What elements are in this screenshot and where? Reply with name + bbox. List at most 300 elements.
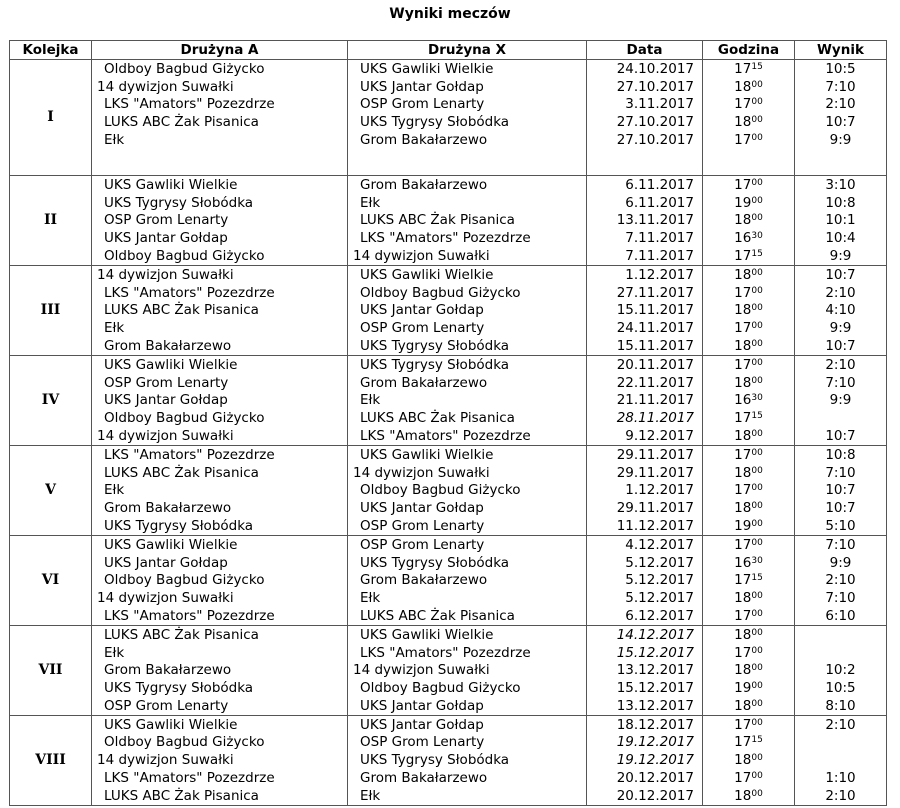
match-time <box>703 644 795 662</box>
match-row <box>10 734 887 752</box>
time-minutes: 00 <box>751 788 763 799</box>
time-minutes: 00 <box>751 483 763 494</box>
empty-cell <box>587 149 703 176</box>
match-time <box>703 589 795 607</box>
time-minutes: 00 <box>751 177 763 188</box>
team-a: UKS Gawliki Wielkie <box>92 175 348 193</box>
time-minutes: 30 <box>751 393 763 404</box>
time-hour: 17 <box>734 644 752 661</box>
match-row <box>10 697 887 715</box>
results-body <box>10 60 887 806</box>
team-a: Oldboy Bagbud Giżycko <box>92 60 348 78</box>
time-minutes: 00 <box>751 357 763 368</box>
match-time <box>703 769 795 787</box>
match-result: 7:10 <box>795 464 887 482</box>
match-row <box>10 445 887 463</box>
match-time <box>703 247 795 265</box>
match-date: 5.12.2017 <box>587 589 703 607</box>
match-time <box>703 607 795 625</box>
time-minutes: 00 <box>751 115 763 126</box>
time-hour: 18 <box>734 626 752 643</box>
time-hour: 17 <box>734 536 752 553</box>
match-row <box>10 265 887 283</box>
empty-cell <box>703 149 795 176</box>
match-date: 27.10.2017 <box>587 78 703 96</box>
time-hour: 18 <box>734 500 752 517</box>
time-minutes: 00 <box>751 79 763 90</box>
time-minutes: 00 <box>751 645 763 656</box>
time-hour: 16 <box>734 230 752 247</box>
team-x: UKS Jantar Gołdap <box>348 78 587 96</box>
team-a: Oldboy Bagbud Giżycko <box>92 247 348 265</box>
time-hour: 18 <box>734 266 752 283</box>
time-minutes: 00 <box>751 285 763 296</box>
time-minutes: 00 <box>751 195 763 206</box>
round-label: VII <box>10 625 92 715</box>
match-time <box>703 464 795 482</box>
match-time <box>703 482 795 500</box>
match-time <box>703 212 795 230</box>
header-time: Godzina <box>703 41 795 60</box>
team-x: OSP Grom Lenarty <box>348 535 587 553</box>
match-date: 1.12.2017 <box>587 265 703 283</box>
team-x: UKS Tygrysy Słobódka <box>348 751 587 769</box>
time-hour: 18 <box>734 787 752 804</box>
team-a: UKS Gawliki Wielkie <box>92 535 348 553</box>
match-result: 9:9 <box>795 319 887 337</box>
match-date: 18.12.2017 <box>587 715 703 733</box>
match-result: 7:10 <box>795 78 887 96</box>
match-row <box>10 131 887 149</box>
time-minutes: 15 <box>751 61 763 72</box>
round-label: VI <box>10 535 92 625</box>
match-date: 27.10.2017 <box>587 113 703 131</box>
match-result: 10:5 <box>795 679 887 697</box>
header-team-x: Drużyna X <box>348 41 587 60</box>
team-a: 14 dywizjon Suwałki <box>92 427 348 445</box>
match-date: 6.12.2017 <box>587 607 703 625</box>
team-a: 14 dywizjon Suwałki <box>92 589 348 607</box>
match-date: 6.11.2017 <box>587 175 703 193</box>
match-result: 9:9 <box>795 554 887 572</box>
time-minutes: 00 <box>751 428 763 439</box>
match-date: 6.11.2017 <box>587 194 703 212</box>
time-minutes: 00 <box>751 537 763 548</box>
match-result: 9:9 <box>795 392 887 410</box>
match-time <box>703 535 795 553</box>
time-minutes: 00 <box>751 303 763 314</box>
match-result: 10:8 <box>795 194 887 212</box>
time-minutes: 00 <box>751 771 763 782</box>
match-date: 5.12.2017 <box>587 554 703 572</box>
match-result: 5:10 <box>795 517 887 535</box>
match-date: 15.12.2017 <box>587 644 703 662</box>
team-a: UKS Gawliki Wielkie <box>92 355 348 373</box>
time-minutes: 00 <box>751 267 763 278</box>
team-x: Grom Bakałarzewo <box>348 131 587 149</box>
match-row <box>10 751 887 769</box>
time-hour: 18 <box>734 752 752 769</box>
time-hour: 17 <box>734 60 752 77</box>
match-date: 3.11.2017 <box>587 96 703 114</box>
team-a: Oldboy Bagbud Giżycko <box>92 572 348 590</box>
match-date: 22.11.2017 <box>587 374 703 392</box>
team-x: 14 dywizjon Suwałki <box>348 662 587 680</box>
match-row <box>10 679 887 697</box>
match-result: 10:7 <box>795 499 887 517</box>
match-result: 9:9 <box>795 247 887 265</box>
match-result <box>795 734 887 752</box>
match-date: 27.10.2017 <box>587 131 703 149</box>
match-result: 7:10 <box>795 535 887 553</box>
team-a: LKS "Amators" Pozezdrze <box>92 769 348 787</box>
header-team-a: Drużyna A <box>92 41 348 60</box>
match-date: 13.12.2017 <box>587 662 703 680</box>
empty-cell <box>795 149 887 176</box>
time-hour: 16 <box>734 554 752 571</box>
match-time <box>703 60 795 78</box>
match-time <box>703 96 795 114</box>
match-row <box>10 589 887 607</box>
match-row <box>10 409 887 427</box>
match-result: 2:10 <box>795 284 887 302</box>
match-result: 2:10 <box>795 96 887 114</box>
match-time <box>703 302 795 320</box>
match-date: 28.11.2017 <box>587 409 703 427</box>
time-hour: 17 <box>734 247 752 264</box>
time-hour: 18 <box>734 662 752 679</box>
match-date: 19.12.2017 <box>587 734 703 752</box>
time-hour: 18 <box>734 302 752 319</box>
match-time <box>703 517 795 535</box>
match-result: 10:8 <box>795 445 887 463</box>
team-x: Ełk <box>348 194 587 212</box>
team-a: UKS Jantar Gołdap <box>92 392 348 410</box>
team-a: OSP Grom Lenarty <box>92 212 348 230</box>
match-result: 8:10 <box>795 697 887 715</box>
team-a: LKS "Amators" Pozezdrze <box>92 96 348 114</box>
team-x: LKS "Amators" Pozezdrze <box>348 427 587 445</box>
team-x: UKS Jantar Gołdap <box>348 302 587 320</box>
team-a: LKS "Amators" Pozezdrze <box>92 284 348 302</box>
time-hour: 17 <box>734 572 752 589</box>
match-date: 11.12.2017 <box>587 517 703 535</box>
team-a: Ełk <box>92 319 348 337</box>
time-minutes: 00 <box>751 681 763 692</box>
match-result: 10:7 <box>795 482 887 500</box>
match-time <box>703 751 795 769</box>
time-hour: 18 <box>734 464 752 481</box>
match-time <box>703 319 795 337</box>
match-row <box>10 194 887 212</box>
time-minutes: 00 <box>751 321 763 332</box>
match-result: 4:10 <box>795 302 887 320</box>
match-date: 1.12.2017 <box>587 482 703 500</box>
match-time <box>703 554 795 572</box>
team-x: UKS Tygrysy Słobódka <box>348 554 587 572</box>
match-time <box>703 284 795 302</box>
team-x: UKS Tygrysy Słobódka <box>348 113 587 131</box>
match-row <box>10 499 887 517</box>
match-result: 10:7 <box>795 113 887 131</box>
match-row <box>10 113 887 131</box>
round-label: III <box>10 265 92 355</box>
team-a: LKS "Amators" Pozezdrze <box>92 607 348 625</box>
time-minutes: 15 <box>751 411 763 422</box>
team-x: UKS Gawliki Wielkie <box>348 265 587 283</box>
match-time <box>703 131 795 149</box>
team-x: Grom Bakałarzewo <box>348 572 587 590</box>
time-minutes: 00 <box>751 608 763 619</box>
match-time <box>703 409 795 427</box>
match-result: 10:5 <box>795 60 887 78</box>
match-result: 10:1 <box>795 212 887 230</box>
match-date: 20.12.2017 <box>587 787 703 805</box>
team-x: UKS Tygrysy Słobódka <box>348 355 587 373</box>
match-result <box>795 409 887 427</box>
round-label: I <box>10 60 92 176</box>
time-minutes: 00 <box>751 338 763 349</box>
time-hour: 19 <box>734 680 752 697</box>
team-x: Oldboy Bagbud Giżycko <box>348 482 587 500</box>
team-a: UKS Gawliki Wielkie <box>92 715 348 733</box>
time-hour: 17 <box>734 446 752 463</box>
match-result: 9:9 <box>795 131 887 149</box>
match-result: 3:10 <box>795 175 887 193</box>
match-row <box>10 212 887 230</box>
match-time <box>703 392 795 410</box>
match-time <box>703 697 795 715</box>
time-minutes: 00 <box>751 627 763 638</box>
match-date: 19.12.2017 <box>587 751 703 769</box>
time-hour: 16 <box>734 392 752 409</box>
team-x: OSP Grom Lenarty <box>348 517 587 535</box>
team-a: UKS Tygrysy Słobódka <box>92 679 348 697</box>
match-date: 13.11.2017 <box>587 212 703 230</box>
empty-cell <box>92 149 348 176</box>
team-a: 14 dywizjon Suwałki <box>92 78 348 96</box>
team-x: UKS Jantar Gołdap <box>348 715 587 733</box>
match-date: 5.12.2017 <box>587 572 703 590</box>
match-row <box>10 482 887 500</box>
match-time <box>703 113 795 131</box>
match-result: 10:7 <box>795 265 887 283</box>
match-result: 2:10 <box>795 355 887 373</box>
spacer-row <box>10 149 887 176</box>
time-hour: 19 <box>734 517 752 534</box>
round-label: VIII <box>10 715 92 805</box>
team-a: Grom Bakałarzewo <box>92 337 348 355</box>
match-row <box>10 78 887 96</box>
match-time <box>703 194 795 212</box>
time-hour: 17 <box>734 607 752 624</box>
team-x: Oldboy Bagbud Giżycko <box>348 679 587 697</box>
time-hour: 17 <box>734 284 752 301</box>
match-row <box>10 355 887 373</box>
match-row <box>10 175 887 193</box>
match-time <box>703 734 795 752</box>
match-row <box>10 427 887 445</box>
empty-cell <box>348 149 587 176</box>
match-row <box>10 517 887 535</box>
team-x: UKS Jantar Gołdap <box>348 697 587 715</box>
time-hour: 17 <box>734 734 752 751</box>
match-row <box>10 284 887 302</box>
time-minutes: 00 <box>751 465 763 476</box>
team-a: LUKS ABC Żak Pisanica <box>92 464 348 482</box>
match-result: 1:10 <box>795 769 887 787</box>
match-date: 7.11.2017 <box>587 229 703 247</box>
team-x: Ełk <box>348 589 587 607</box>
match-result: 6:10 <box>795 607 887 625</box>
match-result: 10:2 <box>795 662 887 680</box>
match-result: 2:10 <box>795 572 887 590</box>
time-hour: 17 <box>734 176 752 193</box>
team-x: LUKS ABC Żak Pisanica <box>348 607 587 625</box>
time-minutes: 00 <box>751 698 763 709</box>
team-x: LUKS ABC Żak Pisanica <box>348 409 587 427</box>
time-minutes: 00 <box>751 213 763 224</box>
team-x: UKS Gawliki Wielkie <box>348 445 587 463</box>
team-a: LUKS ABC Żak Pisanica <box>92 302 348 320</box>
time-minutes: 15 <box>751 248 763 259</box>
match-time <box>703 679 795 697</box>
time-minutes: 00 <box>751 375 763 386</box>
team-a: Ełk <box>92 644 348 662</box>
match-row <box>10 607 887 625</box>
time-hour: 17 <box>734 716 752 733</box>
match-date: 29.11.2017 <box>587 445 703 463</box>
team-x: UKS Gawliki Wielkie <box>348 60 587 78</box>
time-hour: 18 <box>734 427 752 444</box>
match-date: 9.12.2017 <box>587 427 703 445</box>
team-a: UKS Jantar Gołdap <box>92 229 348 247</box>
match-row <box>10 302 887 320</box>
team-x: Grom Bakałarzewo <box>348 175 587 193</box>
team-a: Ełk <box>92 482 348 500</box>
time-hour: 17 <box>734 410 752 427</box>
match-time <box>703 337 795 355</box>
header-result: Wynik <box>795 41 887 60</box>
round-label: V <box>10 445 92 535</box>
team-a: OSP Grom Lenarty <box>92 697 348 715</box>
team-a: Grom Bakałarzewo <box>92 662 348 680</box>
team-a: 14 dywizjon Suwałki <box>92 751 348 769</box>
match-time <box>703 625 795 643</box>
team-a: LUKS ABC Żak Pisanica <box>92 625 348 643</box>
team-a: Ełk <box>92 131 348 149</box>
match-row <box>10 769 887 787</box>
match-time <box>703 662 795 680</box>
time-minutes: 15 <box>751 573 763 584</box>
match-result: 10:7 <box>795 337 887 355</box>
team-x: UKS Jantar Gołdap <box>348 499 587 517</box>
match-time <box>703 427 795 445</box>
time-minutes: 00 <box>751 518 763 529</box>
time-hour: 17 <box>734 482 752 499</box>
header-kolejka: Kolejka <box>10 41 92 60</box>
match-result: 2:10 <box>795 715 887 733</box>
match-time <box>703 175 795 193</box>
match-row <box>10 392 887 410</box>
match-date: 29.11.2017 <box>587 499 703 517</box>
match-result: 2:10 <box>795 787 887 805</box>
match-time <box>703 229 795 247</box>
time-hour: 17 <box>734 356 752 373</box>
match-date: 24.11.2017 <box>587 319 703 337</box>
team-x: Oldboy Bagbud Giżycko <box>348 284 587 302</box>
header-row <box>10 41 887 60</box>
time-minutes: 00 <box>751 97 763 108</box>
team-x: 14 dywizjon Suwałki <box>348 464 587 482</box>
match-result <box>795 751 887 769</box>
time-hour: 18 <box>734 114 752 131</box>
team-a: LUKS ABC Żak Pisanica <box>92 787 348 805</box>
match-row <box>10 625 887 643</box>
team-a: UKS Tygrysy Słobódka <box>92 194 348 212</box>
match-date: 27.11.2017 <box>587 284 703 302</box>
team-x: OSP Grom Lenarty <box>348 734 587 752</box>
match-date: 14.12.2017 <box>587 625 703 643</box>
time-hour: 18 <box>734 374 752 391</box>
match-time <box>703 787 795 805</box>
time-hour: 18 <box>734 590 752 607</box>
team-x: 14 dywizjon Suwałki <box>348 247 587 265</box>
team-a: UKS Tygrysy Słobódka <box>92 517 348 535</box>
match-time <box>703 374 795 392</box>
match-date: 29.11.2017 <box>587 464 703 482</box>
match-result: 10:4 <box>795 229 887 247</box>
match-time <box>703 572 795 590</box>
time-minutes: 00 <box>751 132 763 143</box>
match-time <box>703 355 795 373</box>
match-row <box>10 554 887 572</box>
page-title: Wyniki meczów <box>389 6 511 22</box>
match-result <box>795 625 887 643</box>
team-a: 14 dywizjon Suwałki <box>92 265 348 283</box>
match-row <box>10 644 887 662</box>
team-a: Oldboy Bagbud Giżycko <box>92 409 348 427</box>
team-x: UKS Tygrysy Słobódka <box>348 337 587 355</box>
team-a: LKS "Amators" Pozezdrze <box>92 445 348 463</box>
match-row <box>10 535 887 553</box>
team-x: LUKS ABC Żak Pisanica <box>348 212 587 230</box>
match-date: 24.10.2017 <box>587 60 703 78</box>
match-row <box>10 319 887 337</box>
match-time <box>703 499 795 517</box>
time-minutes: 00 <box>751 591 763 602</box>
match-date: 15.11.2017 <box>587 302 703 320</box>
match-row <box>10 247 887 265</box>
team-a: Grom Bakałarzewo <box>92 499 348 517</box>
team-x: Grom Bakałarzewo <box>348 374 587 392</box>
team-x: UKS Gawliki Wielkie <box>348 625 587 643</box>
match-row <box>10 572 887 590</box>
match-date: 4.12.2017 <box>587 535 703 553</box>
match-date: 7.11.2017 <box>587 247 703 265</box>
team-a: LUKS ABC Żak Pisanica <box>92 113 348 131</box>
time-hour: 19 <box>734 194 752 211</box>
results-table <box>9 40 887 806</box>
match-date: 20.11.2017 <box>587 355 703 373</box>
time-hour: 18 <box>734 78 752 95</box>
time-minutes: 00 <box>751 447 763 458</box>
time-hour: 18 <box>734 212 752 229</box>
team-a: Oldboy Bagbud Giżycko <box>92 734 348 752</box>
team-x: OSP Grom Lenarty <box>348 96 587 114</box>
match-result: 7:10 <box>795 374 887 392</box>
team-a: UKS Jantar Gołdap <box>92 554 348 572</box>
